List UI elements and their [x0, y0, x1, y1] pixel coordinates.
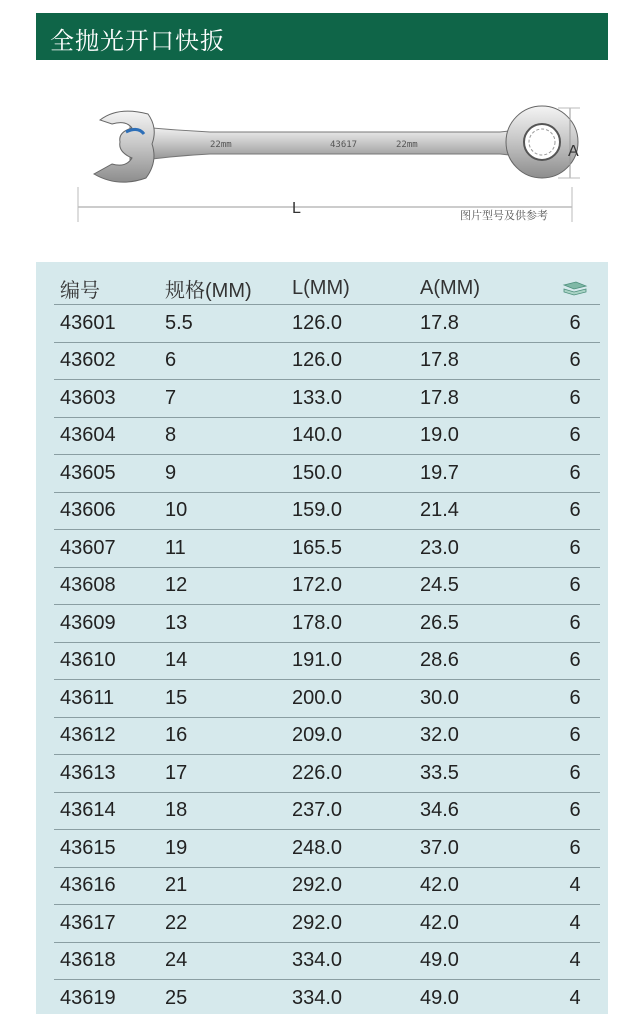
cell-code: 43603	[54, 380, 165, 418]
cell-code: 43607	[54, 530, 165, 568]
cell-a: 26.5	[420, 605, 550, 643]
dimension-l-label: L	[292, 200, 301, 217]
cell-a: 17.8	[420, 305, 550, 343]
cell-length: 140.0	[292, 417, 420, 455]
cell-qty: 6	[550, 530, 600, 568]
cell-length: 191.0	[292, 642, 420, 680]
table-row	[54, 530, 600, 568]
cell-spec: 5.5	[165, 305, 292, 343]
cell-code: 43604	[54, 417, 165, 455]
spec-table	[54, 272, 600, 1017]
cell-code: 43611	[54, 680, 165, 718]
cell-code: 43606	[54, 492, 165, 530]
cell-qty: 6	[550, 792, 600, 830]
cell-code: 43618	[54, 942, 165, 980]
cell-a: 30.0	[420, 680, 550, 718]
table-row	[54, 417, 600, 455]
cell-a: 17.8	[420, 380, 550, 418]
cell-code: 43616	[54, 867, 165, 905]
cell-spec: 24	[165, 942, 292, 980]
cell-a: 23.0	[420, 530, 550, 568]
cell-code: 43612	[54, 717, 165, 755]
cell-spec: 13	[165, 605, 292, 643]
cell-spec: 16	[165, 717, 292, 755]
table-row	[54, 642, 600, 680]
cell-qty: 6	[550, 342, 600, 380]
cell-spec: 6	[165, 342, 292, 380]
cell-qty: 6	[550, 567, 600, 605]
cell-code: 43601	[54, 305, 165, 343]
cell-spec: 9	[165, 455, 292, 493]
cell-length: 226.0	[292, 755, 420, 793]
engraving-size-right: 22mm	[396, 140, 418, 150]
cell-length: 292.0	[292, 867, 420, 905]
cell-qty: 6	[550, 755, 600, 793]
cell-a: 19.7	[420, 455, 550, 493]
header-qty	[550, 272, 600, 305]
cell-qty: 6	[550, 380, 600, 418]
cell-spec: 11	[165, 530, 292, 568]
cell-a: 49.0	[420, 980, 550, 1017]
cell-code: 43608	[54, 567, 165, 605]
table-row	[54, 830, 600, 868]
cell-length: 334.0	[292, 980, 420, 1017]
cell-qty: 4	[550, 942, 600, 980]
cell-code: 43614	[54, 792, 165, 830]
header-code: 编号	[60, 279, 100, 302]
table-row	[54, 492, 600, 530]
cell-spec: 8	[165, 417, 292, 455]
table-row	[54, 605, 600, 643]
cell-spec: 18	[165, 792, 292, 830]
table-row	[54, 755, 600, 793]
image-caption: 图片型号及供参考	[460, 209, 548, 222]
cell-spec: 15	[165, 680, 292, 718]
cell-spec: 19	[165, 830, 292, 868]
cell-length: 237.0	[292, 792, 420, 830]
cell-qty: 6	[550, 492, 600, 530]
cell-qty: 6	[550, 830, 600, 868]
cell-a: 24.5	[420, 567, 550, 605]
table-row	[54, 905, 600, 943]
cell-length: 209.0	[292, 717, 420, 755]
table-row	[54, 867, 600, 905]
cell-qty: 6	[550, 717, 600, 755]
cell-spec: 22	[165, 905, 292, 943]
cell-qty: 4	[550, 867, 600, 905]
cell-a: 37.0	[420, 830, 550, 868]
cell-a: 49.0	[420, 942, 550, 980]
cell-code: 43610	[54, 642, 165, 680]
cell-qty: 6	[550, 642, 600, 680]
cell-a: 28.6	[420, 642, 550, 680]
cell-code: 43613	[54, 755, 165, 793]
header-a: A(MM)	[420, 276, 480, 299]
cell-spec: 14	[165, 642, 292, 680]
cell-spec: 7	[165, 380, 292, 418]
table-row	[54, 717, 600, 755]
cell-qty: 6	[550, 680, 600, 718]
cell-a: 17.8	[420, 342, 550, 380]
cell-spec: 10	[165, 492, 292, 530]
cell-length: 159.0	[292, 492, 420, 530]
cell-a: 32.0	[420, 717, 550, 755]
cell-length: 126.0	[292, 305, 420, 343]
cell-qty: 6	[550, 305, 600, 343]
cell-qty: 6	[550, 455, 600, 493]
cell-length: 248.0	[292, 830, 420, 868]
spec-table-panel	[36, 262, 608, 1014]
cell-code: 43619	[54, 980, 165, 1017]
title-bar	[36, 13, 608, 60]
box-stack-icon	[562, 279, 588, 297]
cell-length: 292.0	[292, 905, 420, 943]
wrench-open-end	[94, 111, 154, 182]
cell-spec: 12	[165, 567, 292, 605]
cell-spec: 25	[165, 980, 292, 1017]
table-row	[54, 305, 600, 343]
engraving-size-left: 22mm	[210, 140, 232, 150]
cell-a: 34.6	[420, 792, 550, 830]
cell-length: 200.0	[292, 680, 420, 718]
page-title: 全抛光开口快扳	[50, 27, 225, 55]
cell-code: 43609	[54, 605, 165, 643]
cell-a: 42.0	[420, 867, 550, 905]
table-row	[54, 567, 600, 605]
table-row	[54, 680, 600, 718]
cell-a: 42.0	[420, 905, 550, 943]
dimension-a-label: A	[568, 143, 579, 160]
cell-qty: 6	[550, 605, 600, 643]
cell-code: 43602	[54, 342, 165, 380]
cell-length: 126.0	[292, 342, 420, 380]
table-row	[54, 942, 600, 980]
cell-a: 19.0	[420, 417, 550, 455]
cell-length: 334.0	[292, 942, 420, 980]
table-row	[54, 455, 600, 493]
cell-length: 178.0	[292, 605, 420, 643]
cell-length: 165.5	[292, 530, 420, 568]
header-length: L(MM)	[292, 276, 350, 299]
table-row	[54, 792, 600, 830]
cell-length: 172.0	[292, 567, 420, 605]
cell-code: 43617	[54, 905, 165, 943]
cell-code: 43605	[54, 455, 165, 493]
cell-qty: 4	[550, 905, 600, 943]
cell-a: 33.5	[420, 755, 550, 793]
cell-code: 43615	[54, 830, 165, 868]
cell-length: 150.0	[292, 455, 420, 493]
table-row	[54, 342, 600, 380]
cell-qty: 4	[550, 980, 600, 1017]
header-spec: 规格(MM)	[165, 279, 252, 302]
table-header-row	[54, 272, 600, 305]
table-row	[54, 380, 600, 418]
engraving-model: 43617	[330, 140, 358, 150]
cell-qty: 6	[550, 417, 600, 455]
cell-spec: 21	[165, 867, 292, 905]
cell-spec: 17	[165, 755, 292, 793]
cell-a: 21.4	[420, 492, 550, 530]
cell-length: 133.0	[292, 380, 420, 418]
table-row	[54, 980, 600, 1017]
